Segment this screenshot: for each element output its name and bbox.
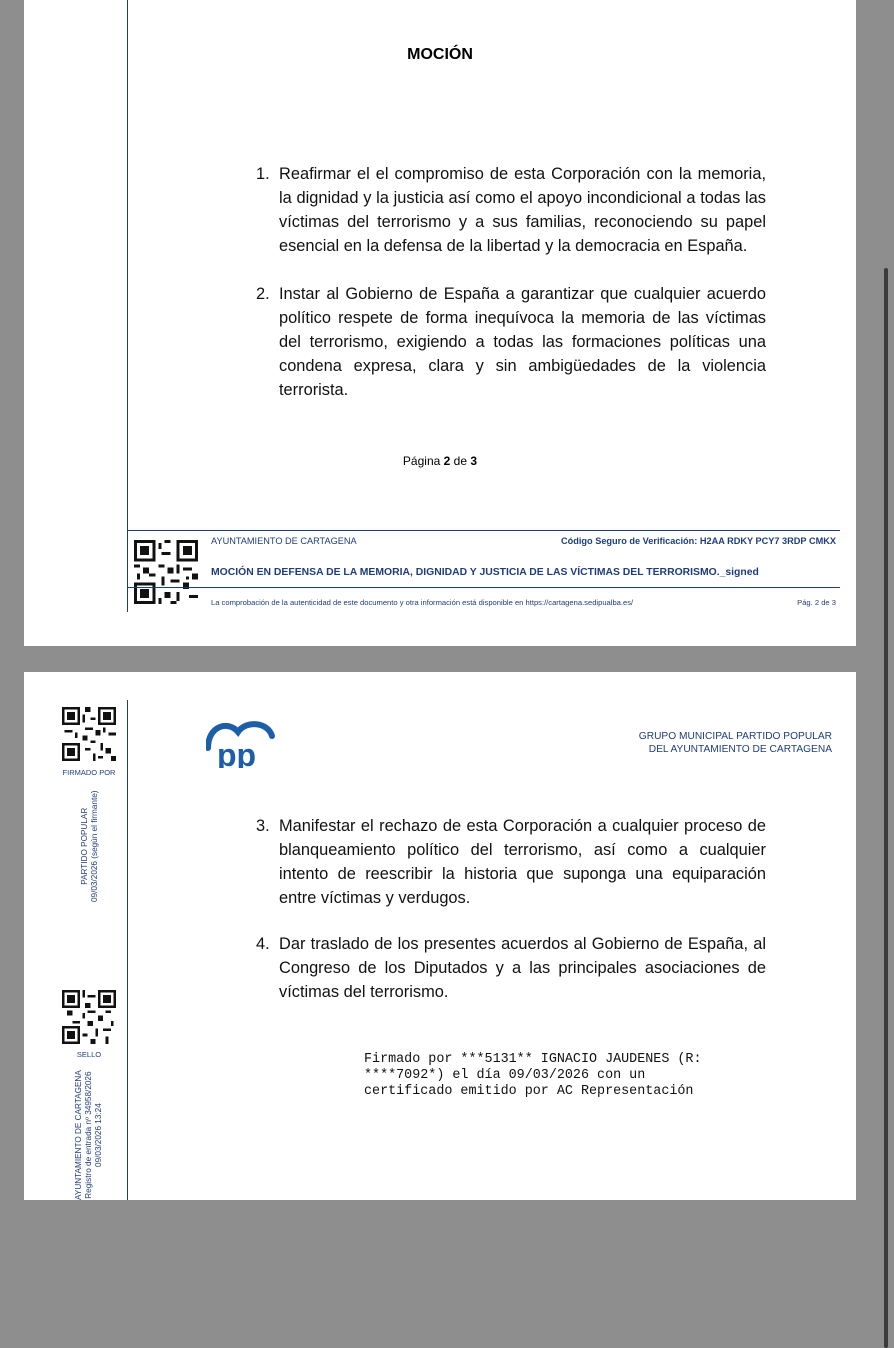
side-signer-info [80, 790, 100, 902]
footer-verify-text: La comprobación de la autenticidad de este documento y otra información está disponible en https://cartagena.sedipualba.es/ [211, 598, 634, 607]
list-item [256, 814, 766, 910]
footer-page: Pág. 2 de 3 [797, 598, 836, 607]
side-sello-label: SELLO [76, 1050, 102, 1059]
side-signer-date: 09/03/2026 (según el firmante) [90, 790, 99, 902]
item-text: Reafirmar el el compromiso de esta Corporación con la memoria, la dignidad y la justicia así como el apoyo incondicional a todas las víctimas del terrorismo y a sus familias, reconociendo su papel esencial en la defensa de la libertad y la democracia en España. [279, 165, 766, 255]
item-text: Manifestar el rechazo de esta Corporación a cualquier proceso de blanqueamiento político del terrorismo, así como a cualquier intento de reescribir la historia que suponga una equiparación entre víctimas y verdugos. [279, 817, 766, 907]
item-number: 4. [256, 935, 270, 953]
list-item [256, 282, 766, 402]
group-name-line1: GRUPO MUNICIPAL PARTIDO POPULAR [638, 731, 832, 742]
left-margin-line [127, 700, 128, 1200]
pp-logo [206, 718, 276, 768]
item-number: 1. [256, 165, 270, 183]
footer-top-rule [127, 530, 840, 531]
qr-code-icon [62, 707, 116, 761]
side-signer-name: PARTIDO POPULAR [80, 807, 89, 885]
side-stamp-date: 09/03/2026 13:24 [94, 1103, 103, 1167]
pp-logo-icon [206, 718, 276, 768]
item-text: Dar traslado de los presentes acuerdos al Gobierno de España, al Congreso de los Diputados y a las principales asociaciones de víctimas del terrorismo. [279, 935, 766, 1001]
page-title: MOCIÓN [407, 46, 473, 63]
side-stamp-org: AYUNTAMIENTO DE CARTAGENA [74, 1070, 83, 1200]
group-name-line2: DEL AYUNTAMIENTO DE CARTAGENA [648, 744, 832, 755]
footer-mid-rule [127, 587, 840, 588]
side-stamp-info [74, 1070, 104, 1200]
document-page-3 [24, 672, 856, 1200]
signature-block: Firmado por ***5131** IGNACIO JAUDENES (R: ****7092*) el día 09/03/2026 con un certificado emitido por AC Representación [364, 1052, 702, 1099]
svg-text:pp: pp [217, 737, 257, 768]
scrollbar[interactable] [884, 268, 888, 1348]
side-firmado-label: FIRMADO POR [62, 768, 116, 777]
item-number: 3. [256, 817, 270, 835]
footer-csv: Código Seguro de Verificación: H2AA RDKY PCY7 3RDP CMKX [561, 536, 836, 546]
page-number: Página 2 de 3 [402, 454, 478, 468]
group-header [639, 730, 832, 756]
qr-code-icon [62, 990, 116, 1044]
qr-code-icon [134, 540, 198, 604]
footer-doc-title: MOCIÓN EN DEFENSA DE LA MEMORIA, DIGNIDAD Y JUSTICIA DE LAS VÍCTIMAS DEL TERRORISMO._signed [211, 567, 759, 578]
document-page-2 [24, 0, 856, 646]
item-number: 2. [256, 285, 270, 303]
item-text: Instar al Gobierno de España a garantizar que cualquier acuerdo político respete de forma inequívoca la memoria de las víctimas del terrorismo, exigiendo a todas las formaciones políticas una condena expresa, clara y sin ambigüedades de la violencia terrorista. [279, 285, 766, 399]
list-item [256, 162, 766, 258]
left-margin-line [127, 0, 128, 612]
side-stamp-reg: Registro de entrada nº 34958/2026 [84, 1071, 93, 1199]
list-item [256, 932, 766, 1004]
footer-org: AYUNTAMIENTO DE CARTAGENA [211, 536, 357, 546]
